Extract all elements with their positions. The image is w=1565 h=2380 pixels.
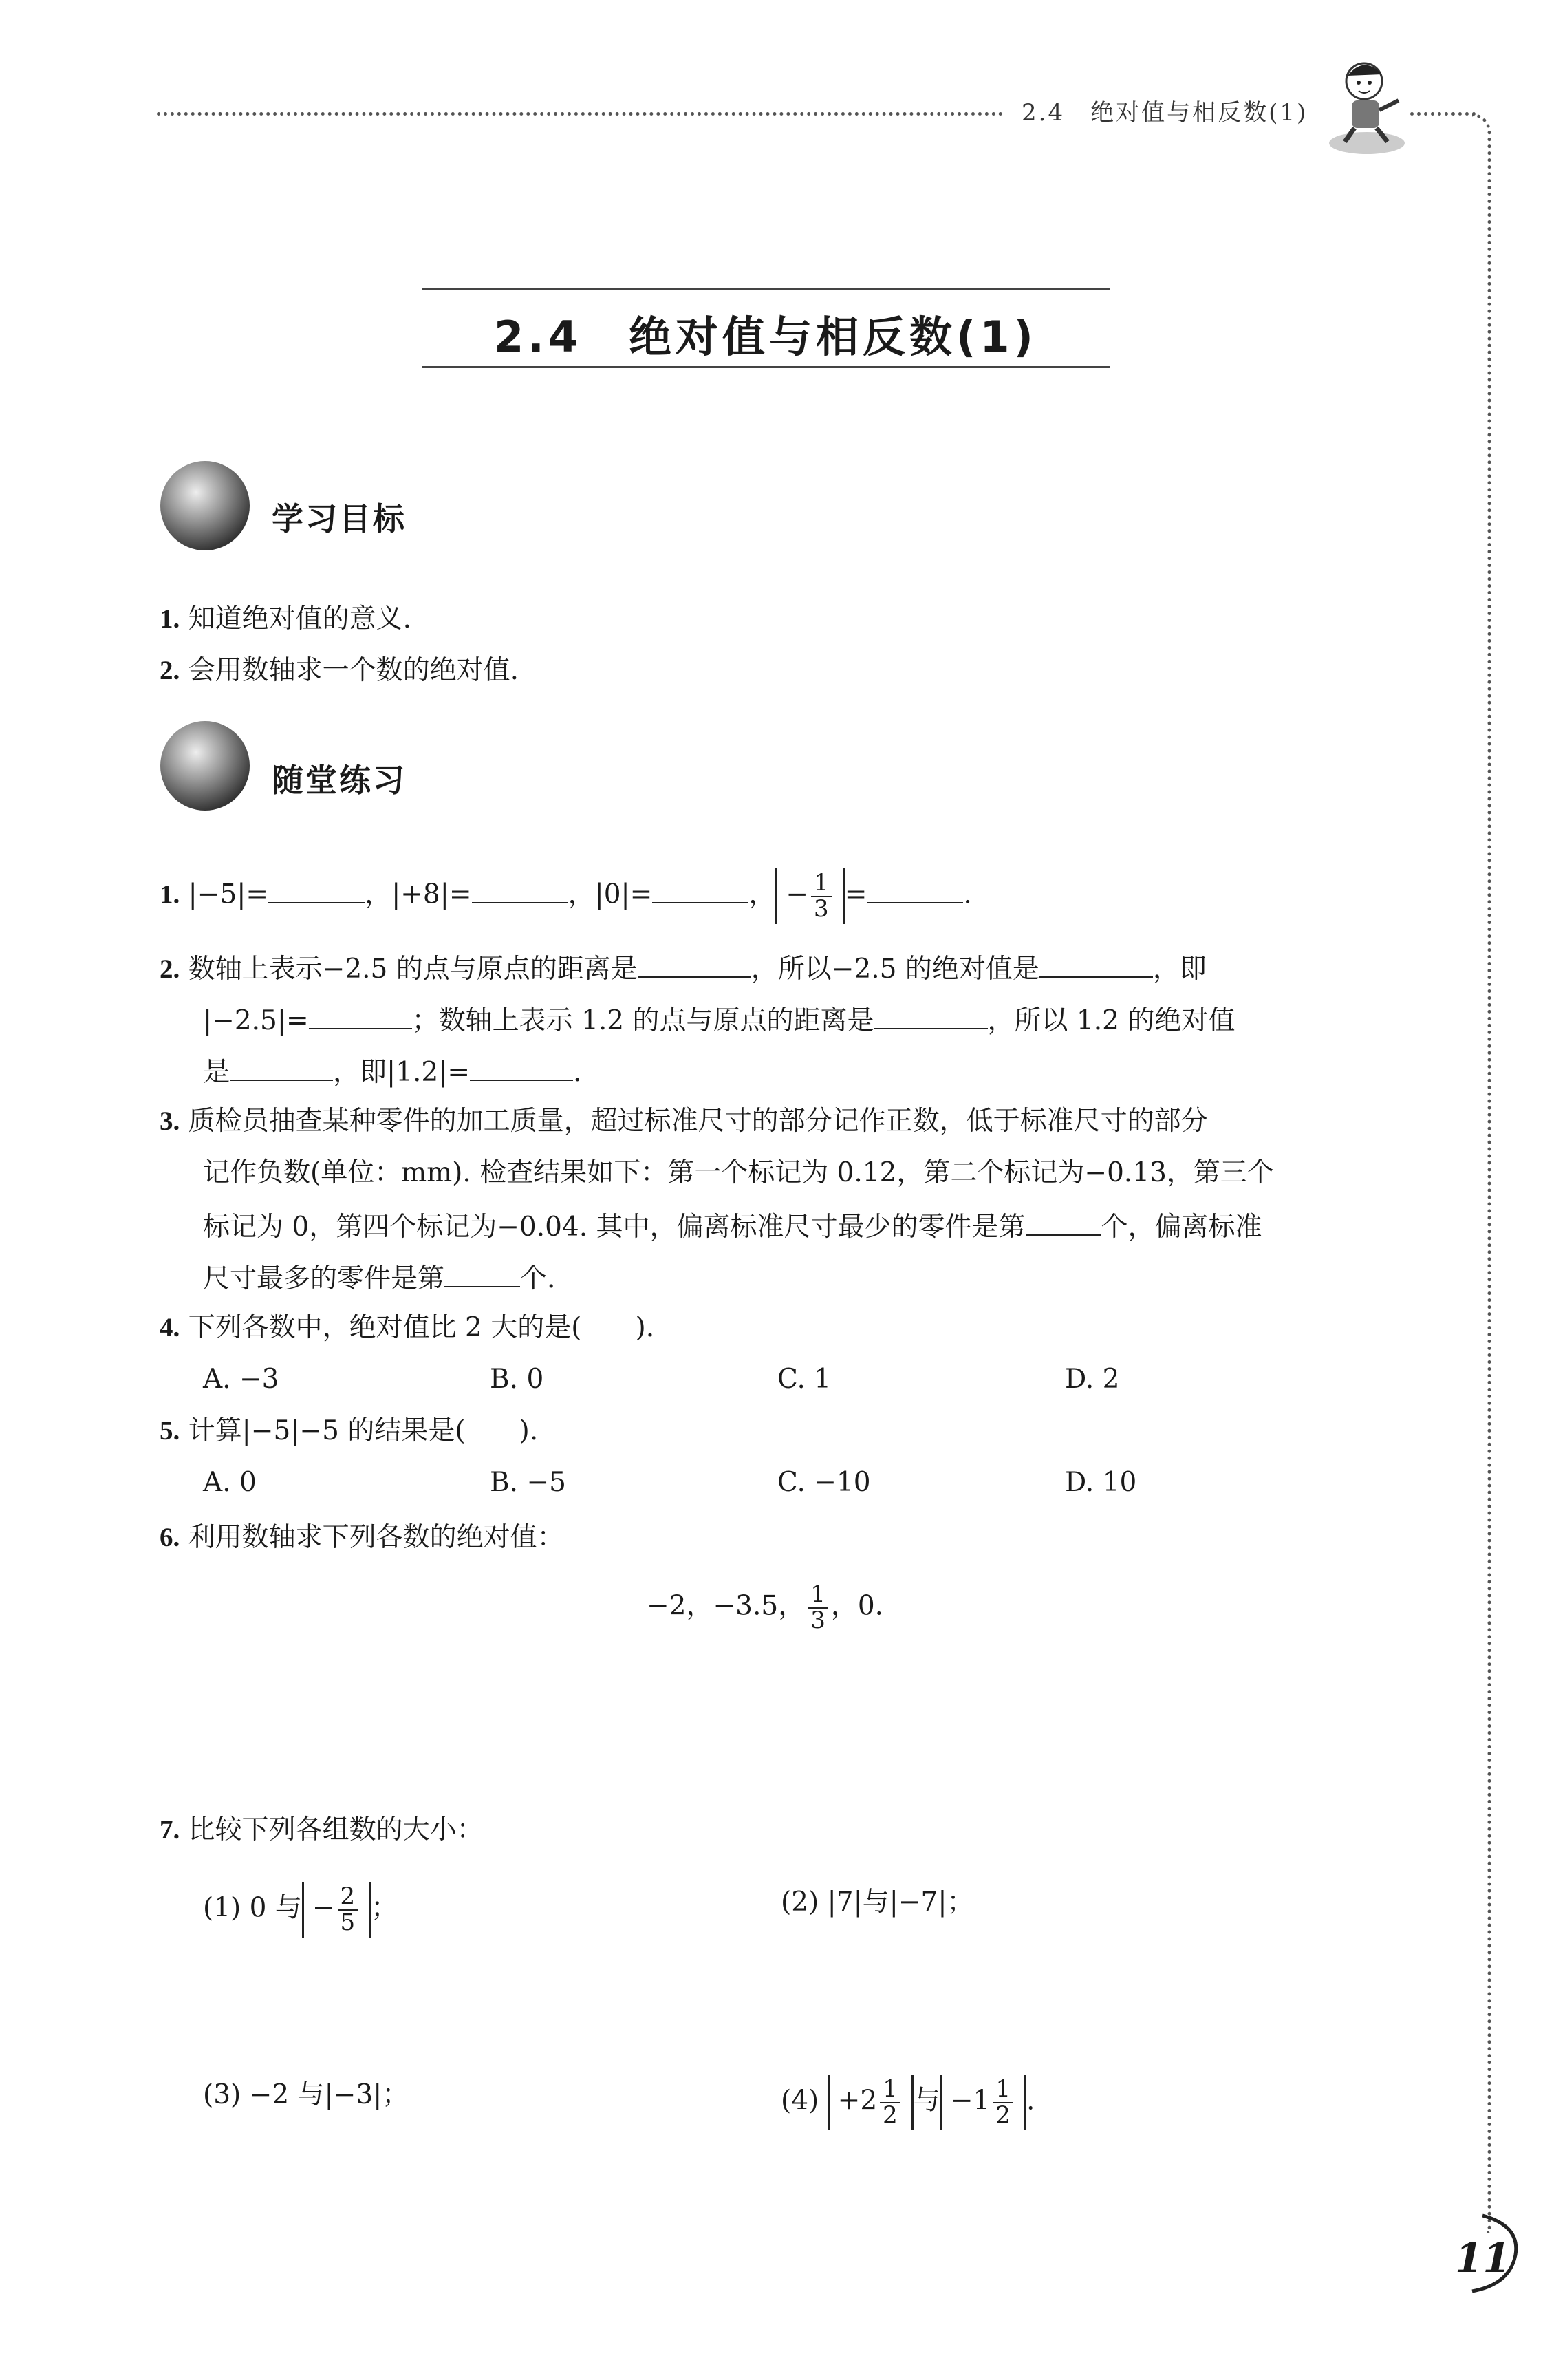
sign: − <box>312 1892 335 1924</box>
question-1: 1. |−5|= ，|+8|= ，|0|= ， − $\frac{1}{3}$ = . <box>160 868 972 924</box>
numerator: 1 <box>811 871 832 897</box>
header-dotted-rule <box>157 112 1003 116</box>
globe-icon <box>160 461 250 550</box>
denominator: 3 <box>814 894 829 923</box>
numerator: 2 <box>338 1885 358 1911</box>
denominator: 5 <box>340 1908 356 1936</box>
q1-expr-b: ，|+8|= <box>365 879 472 910</box>
fraction <box>811 871 832 921</box>
q7-part-text: (4) <box>781 2085 819 2116</box>
option-b[interactable]: B. 0 <box>490 1364 544 1395</box>
denominator: 2 <box>995 2101 1011 2129</box>
question-2-line-3 <box>203 1056 581 1086</box>
fraction <box>993 2077 1013 2127</box>
q1-expr-c: ，|0|= <box>568 879 653 910</box>
title-rule-bottom <box>422 366 1110 368</box>
q7-part-3: (3) −2 与|−3|； <box>203 2079 409 2110</box>
question-5 <box>160 1417 538 1444</box>
option-c[interactable]: C. −10 <box>777 1467 871 1498</box>
question-3-line-2: 记作负数(单位：mm). 检查结果如下：第一个标记为 0.12，第二个标记为−0.13，第三个 <box>203 1157 1274 1188</box>
q6-values-text: −2，−3.5， <box>647 1590 806 1622</box>
q2-text: ；数轴上表示 1.2 的点与原点的距离是 <box>411 1005 874 1036</box>
q2-text: |−2.5|= <box>203 1005 309 1036</box>
page-title: 2.4 绝对值与相反数(1) <box>494 312 1037 362</box>
section-title-goals: 学习目标 <box>272 500 407 537</box>
fraction <box>808 1580 828 1634</box>
question-number: 3. <box>160 1106 180 1136</box>
numerator: 1 <box>880 2077 900 2103</box>
numerator: 1 <box>993 2077 1013 2103</box>
q7-part-4 <box>781 2075 1035 2130</box>
goal-item <box>160 605 411 632</box>
q6-values-text: ，0. <box>830 1590 884 1622</box>
q6-stem: 利用数轴求下列各数的绝对值： <box>188 1522 564 1553</box>
whole-part: −1 <box>950 2085 991 2116</box>
q3-text: 个. <box>520 1263 556 1294</box>
q1-expr-a: |−5|= <box>188 879 269 910</box>
q2-text: 数轴上表示−2.5 的点与原点的距离是 <box>188 954 638 985</box>
question-3-line-3 <box>203 1211 1262 1241</box>
q2-text: ，所以 1.2 的绝对值 <box>987 1005 1235 1036</box>
q7-part-2: (2) |7|与|−7|； <box>781 1887 974 1918</box>
goal-item <box>160 657 519 684</box>
q3-text: 质检员抽查某种零件的加工质量，超过标准尺寸的部分记作正数，低于标准尺寸的部分 <box>188 1106 1208 1137</box>
q2-text: ，即 <box>1152 954 1207 985</box>
absolute-value-bars <box>940 2075 1026 2130</box>
goal-number: 2. <box>160 656 180 685</box>
question-4 <box>160 1314 654 1341</box>
absolute-value-bars <box>828 2075 914 2130</box>
question-2-line-1 <box>160 953 1207 983</box>
option-d[interactable]: D. 2 <box>1065 1364 1120 1395</box>
title-rule-top <box>422 288 1110 290</box>
q2-text: . <box>573 1057 582 1088</box>
q1-sign: − <box>786 879 809 910</box>
option-a[interactable]: A. −3 <box>203 1364 279 1395</box>
q7-stem: 比较下列各组数的大小： <box>188 1814 484 1845</box>
absolute-value-bars <box>775 868 844 924</box>
question-3-line-4 <box>203 1263 555 1292</box>
question-number: 2. <box>160 954 180 984</box>
answer-blank[interactable] <box>444 1263 520 1287</box>
q2-text: ，所以−2.5 的绝对值是 <box>751 954 1039 985</box>
answer-blank[interactable] <box>309 1005 412 1029</box>
q4-stem: 下列各数中，绝对值比 2 大的是( ). <box>188 1312 655 1343</box>
option-d[interactable]: D. 10 <box>1065 1467 1137 1498</box>
question-number: 6. <box>160 1523 180 1552</box>
answer-blank[interactable] <box>472 879 568 903</box>
running-header: 2.4 绝对值与相反数(1) <box>1022 99 1308 127</box>
goal-number: 1. <box>160 604 180 634</box>
question-2-line-2 <box>203 1005 1235 1034</box>
fraction <box>338 1885 358 1935</box>
whole-part: +2 <box>837 2085 878 2116</box>
denominator: 3 <box>810 1606 825 1634</box>
answer-blank[interactable] <box>867 879 963 903</box>
q3-text: 个，偏离标准 <box>1101 1212 1262 1243</box>
question-6 <box>160 1524 564 1551</box>
answer-blank[interactable] <box>470 1056 573 1081</box>
question-number: 1. <box>160 879 180 910</box>
section-title-practice: 随堂练习 <box>272 762 407 799</box>
fraction <box>880 2077 900 2127</box>
globe-grid-icon <box>160 721 250 811</box>
q7-part-text: 与 <box>913 2085 940 2116</box>
answer-blank[interactable] <box>652 879 748 903</box>
option-b[interactable]: B. −5 <box>490 1467 566 1498</box>
question-number: 4. <box>160 1313 180 1342</box>
answer-blank[interactable] <box>638 953 751 978</box>
numerator: 1 <box>808 1583 828 1609</box>
page-border <box>1472 114 1491 2233</box>
goal-text: 会用数轴求一个数的绝对值. <box>188 655 519 686</box>
q7-part-text: (1) 0 与 <box>203 1892 302 1924</box>
goal-text: 知道绝对值的意义. <box>188 603 412 634</box>
option-c[interactable]: C. 1 <box>777 1364 832 1395</box>
question-number: 7. <box>160 1815 180 1845</box>
question-3-line-1 <box>160 1108 1208 1135</box>
question-7 <box>160 1816 484 1843</box>
answer-blank[interactable] <box>874 1005 988 1029</box>
option-a[interactable]: A. 0 <box>203 1467 257 1498</box>
q7-part-text: ； <box>371 1892 398 1924</box>
q7-part-text: . <box>1026 2085 1035 2116</box>
answer-blank[interactable] <box>230 1056 333 1081</box>
answer-blank[interactable] <box>1039 953 1153 978</box>
q2-text: ，即|1.2|= <box>333 1057 470 1088</box>
mascot-icon <box>1324 55 1410 158</box>
q2-text: 是 <box>203 1057 230 1088</box>
q5-stem: 计算|−5|−5 的结果是( ). <box>188 1415 539 1446</box>
question-number: 5. <box>160 1416 180 1446</box>
answer-blank[interactable] <box>1026 1211 1101 1236</box>
q7-part-1 <box>203 1882 398 1938</box>
q3-text: 标记为 0，第四个标记为−0.04. 其中，偏离标准尺寸最少的零件是第 <box>203 1212 1026 1243</box>
page-number: 11 <box>1455 2235 1511 2282</box>
header-dotted-rule-right <box>1410 112 1476 116</box>
denominator: 2 <box>883 2101 898 2129</box>
q3-text: 尺寸最多的零件是第 <box>203 1263 445 1294</box>
q6-values <box>647 1580 884 1634</box>
absolute-value-bars <box>302 1882 371 1938</box>
q1-end: . <box>963 879 972 910</box>
answer-blank[interactable] <box>268 879 365 903</box>
